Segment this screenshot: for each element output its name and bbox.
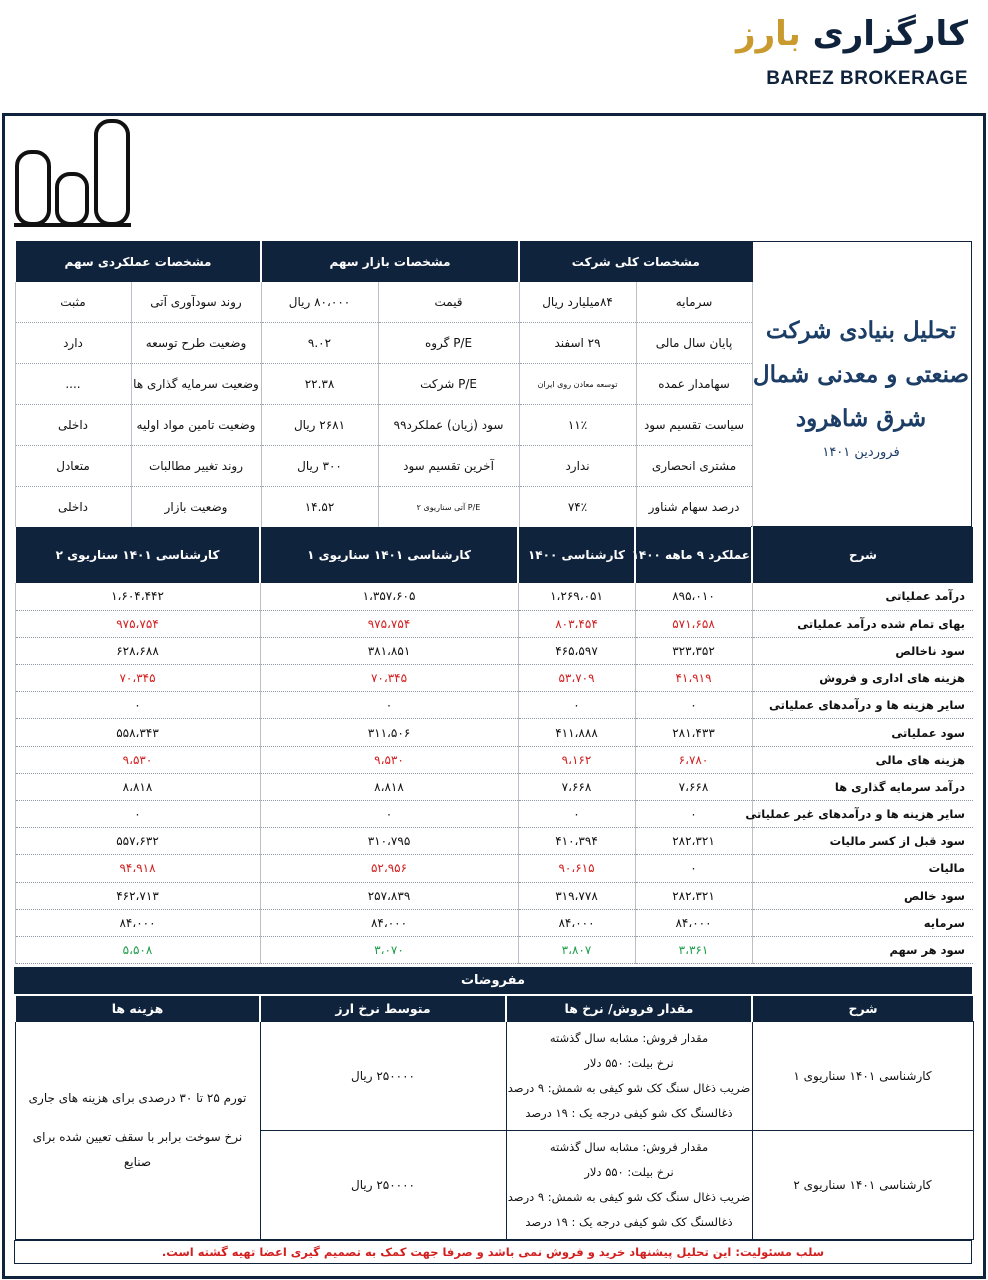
row-label: درآمد سرمایه گذاری ها: [752, 773, 973, 800]
sales-line: نرخ بیلت: ۵۵۰ دلار: [584, 1164, 674, 1179]
specs-row: [15, 282, 752, 323]
row-value: ۴۱۱،۸۸۸: [518, 719, 635, 746]
row-value: ۰: [518, 801, 635, 828]
row-value: ۲۸۲،۳۲۱: [635, 828, 752, 855]
report-title-box: [751, 241, 972, 527]
logo-main-text: کارگزاری: [812, 14, 968, 54]
sales-line: نرخ بیلت: ۵۵۰ دلار: [584, 1055, 674, 1070]
spec-label: P/E شرکت: [378, 364, 519, 405]
costs-cell: [15, 1021, 260, 1239]
spec-value: ۹.۰۲: [261, 323, 378, 364]
row-value: ۶۲۸،۶۸۸: [15, 637, 260, 664]
row-label: هزینه های مالی: [752, 746, 973, 773]
row-label: سود خالص: [752, 882, 973, 909]
row-label: سود قبل از کسر مالیات: [752, 828, 973, 855]
row-value: ۹۴،۹۱۸: [15, 855, 260, 882]
row-value: ۸۴،۰۰۰: [260, 909, 518, 936]
performance-row: [15, 719, 973, 746]
perf-header-scenario-1: کارشناسی ۱۴۰۱ سناریوی ۱: [260, 527, 518, 583]
row-value: ۹،۵۳۰: [260, 746, 518, 773]
performance-row: [15, 855, 973, 882]
assumptions-title: مفروضات: [14, 967, 972, 994]
performance-row: [15, 692, 973, 719]
assumptions-header-row: [15, 995, 973, 1021]
cost-line: نرخ سوخت برابر با سقف تعیین شده برای صنایع: [32, 1129, 243, 1169]
performance-row: [15, 909, 973, 936]
spec-value: ۷۴٪: [519, 487, 636, 528]
spec-label: سود (زیان) عملکرد۹۹: [378, 405, 519, 446]
assump-header-description: شرح: [752, 995, 973, 1021]
brand-logo-persian: [736, 14, 968, 54]
report-date: فروردین ۱۴۰۱: [822, 444, 900, 460]
performance-row: [15, 665, 973, 692]
spec-label: آخرین تقسیم سود: [378, 446, 519, 487]
spec-label: قیمت: [378, 282, 519, 323]
specs-header-market: مشخصات بازار سهم: [261, 242, 519, 282]
sales-line: ضریب ذغال سنگ کک شو کیفی به شمش: ۹ درصد: [507, 1080, 751, 1095]
row-value: ۳۱۱،۵۰۶: [260, 719, 518, 746]
spec-value: ....: [15, 364, 131, 405]
spec-label: وضعیت بازار: [131, 487, 261, 528]
row-value: ۵۷۱،۶۵۸: [635, 610, 752, 637]
spec-value: ۳۰۰ ریال: [261, 446, 378, 487]
spec-label: وضعیت تامین مواد اولیه: [131, 405, 261, 446]
spec-label: P/E آتی سناریوی ۲: [378, 487, 519, 528]
report-title-line-1: تحلیل بنیادی شرکت: [765, 316, 957, 344]
row-label: درآمد عملیاتی: [752, 583, 973, 610]
performance-row: [15, 882, 973, 909]
spec-label: وضعیت سرمایه گذاری ها: [131, 364, 261, 405]
row-value: ۲۸۲،۳۲۱: [635, 882, 752, 909]
row-value: ۰: [15, 692, 260, 719]
performance-row: [15, 637, 973, 664]
spec-value: ندارد: [519, 446, 636, 487]
spec-value: ۲۶۸۱ ریال: [261, 405, 378, 446]
row-value: ۴۶۵،۵۹۷: [518, 637, 635, 664]
spec-label: روند سودآوری آتی: [131, 282, 261, 323]
row-value: ۳،۳۶۱: [635, 936, 752, 963]
spec-value: دارد: [15, 323, 131, 364]
performance-row: [15, 610, 973, 637]
scenario-sales: [506, 1021, 752, 1130]
perf-header-scenario-2: کارشناسی ۱۴۰۱ سناریوی ۲: [15, 527, 260, 583]
scenario-label: کارشناسی ۱۴۰۱ سناریوی ۲: [752, 1130, 973, 1239]
row-value: ۳۱۰،۷۹۵: [260, 828, 518, 855]
spec-value: مثبت: [15, 282, 131, 323]
spec-value: توسعه معادن روی ایران: [519, 364, 636, 405]
specs-row: [15, 364, 752, 405]
spec-value: ۲۹ اسفند: [519, 323, 636, 364]
specs-row: [15, 323, 752, 364]
row-value: ۹۷۵،۷۵۴: [15, 610, 260, 637]
specs-row: [15, 405, 752, 446]
assumption-row-scenario-1: [15, 1021, 973, 1130]
row-value: ۷۰،۳۴۵: [15, 665, 260, 692]
performance-row: [15, 936, 973, 963]
sales-line: مقدار فروش: مشابه سال گذشته: [549, 1030, 709, 1045]
row-value: ۰: [635, 855, 752, 882]
specs-row: [15, 487, 752, 528]
row-value: ۲۵۷،۸۳۹: [260, 882, 518, 909]
row-label: بهای تمام شده درآمد عملیاتی: [752, 610, 973, 637]
sales-line: ضریب ذغال سنگ کک شو کیفی به شمش: ۹ درصد: [507, 1189, 751, 1204]
row-value: ۹۰،۶۱۵: [518, 855, 635, 882]
assumptions-table: [14, 994, 974, 1240]
spec-label: سیاست تقسیم سود: [636, 405, 752, 446]
row-label: سایر هزینه ها و درآمدهای عملیاتی: [752, 692, 973, 719]
row-value: ۸،۸۱۸: [260, 773, 518, 800]
row-value: ۵۲،۹۵۶: [260, 855, 518, 882]
row-value: ۰: [15, 801, 260, 828]
row-label: سود هر سهم: [752, 936, 973, 963]
spec-value: ۱۱٪: [519, 405, 636, 446]
disclaimer: سلب مسئولیت: این تحلیل پیشنهاد خرید و فروش نمی باشد و صرفا جهت کمک به تصمیم گیری اعضا تهیه گشته است.: [14, 1240, 972, 1264]
row-value: ۳،۸۰۷: [518, 936, 635, 963]
spec-label: P/E گروه: [378, 323, 519, 364]
row-value: ۸۴،۰۰۰: [635, 909, 752, 936]
performance-row: [15, 828, 973, 855]
performance-row: [15, 746, 973, 773]
row-value: ۴۱۰،۳۹۴: [518, 828, 635, 855]
spec-label: روند تغییر مطالبات: [131, 446, 261, 487]
spec-label: مشتری انحصاری: [636, 446, 752, 487]
row-value: ۰: [518, 692, 635, 719]
performance-table: [14, 527, 973, 964]
row-value: ۳۱۹،۷۷۸: [518, 882, 635, 909]
row-value: ۸۰۳،۴۵۴: [518, 610, 635, 637]
row-value: ۵۳،۷۰۹: [518, 665, 635, 692]
spec-label: سهامدار عمده: [636, 364, 752, 405]
scenario-fx-rate: ۲۵۰۰۰۰ ریال: [260, 1021, 506, 1130]
perf-header-description: شرح: [752, 527, 973, 583]
scenario-label: کارشناسی ۱۴۰۱ سناریوی ۱: [752, 1021, 973, 1130]
row-value: ۰: [260, 692, 518, 719]
scenario-fx-rate: ۲۵۰۰۰۰ ریال: [260, 1130, 506, 1239]
row-value: ۷،۶۶۸: [635, 773, 752, 800]
specs-header-row: [15, 242, 752, 282]
row-value: ۰: [635, 692, 752, 719]
row-label: سود ناخالص: [752, 637, 973, 664]
specs-header-performance: مشخصات عملکردی سهم: [15, 242, 261, 282]
sales-line: مقدار فروش: مشابه سال گذشته: [549, 1139, 709, 1154]
spec-label: درصد سهام شناور: [636, 487, 752, 528]
row-value: ۱،۳۵۷،۶۰۵: [260, 583, 518, 610]
row-label: سایر هزینه ها و درآمدهای غیر عملیاتی: [752, 801, 973, 828]
performance-row: [15, 583, 973, 610]
brand-logo-english: BAREZ BROKERAGE: [766, 68, 968, 89]
spec-value: ۱۴.۵۲: [261, 487, 378, 528]
row-value: ۸۴،۰۰۰: [15, 909, 260, 936]
row-value: ۲۸۱،۴۳۳: [635, 719, 752, 746]
cost-line: تورم ۲۵ تا ۳۰ درصدی برای هزینه های جاری: [28, 1090, 247, 1105]
row-value: ۹،۵۳۰: [15, 746, 260, 773]
row-value: ۹،۱۶۲: [518, 746, 635, 773]
spec-label: وضعیت طرح توسعه: [131, 323, 261, 364]
bar-chart-icon: [14, 118, 132, 228]
specs-header-company: مشخصات کلی شرکت: [519, 242, 752, 282]
row-value: ۸،۸۱۸: [15, 773, 260, 800]
row-value: ۱،۶۰۴،۴۴۲: [15, 583, 260, 610]
row-value: ۸۴،۰۰۰: [518, 909, 635, 936]
row-label: مالیات: [752, 855, 973, 882]
row-value: ۴۱،۹۱۹: [635, 665, 752, 692]
report-title-line-3: شرق شاهرود: [795, 404, 927, 432]
row-value: ۱،۲۶۹،۰۵۱: [518, 583, 635, 610]
perf-header-expert-1400: کارشناسی ۱۴۰۰: [518, 527, 635, 583]
row-value: ۸۹۵،۰۱۰: [635, 583, 752, 610]
spec-value: متعادل: [15, 446, 131, 487]
row-value: ۵۵۷،۶۳۲: [15, 828, 260, 855]
spec-value: داخلی: [15, 487, 131, 528]
row-value: ۳،۰۷۰: [260, 936, 518, 963]
specs-table: [14, 241, 753, 528]
row-value: ۴۶۲،۷۱۳: [15, 882, 260, 909]
row-value: ۹۷۵،۷۵۴: [260, 610, 518, 637]
spec-value: ۸۰،۰۰۰ ریال: [261, 282, 378, 323]
performance-row: [15, 801, 973, 828]
report-title-line-2: صنعتی و معدنی شمال: [752, 360, 970, 388]
row-value: ۰: [260, 801, 518, 828]
row-label: هزینه های اداری و فروش: [752, 665, 973, 692]
assump-header-sales: مقدار فروش/ نرخ ها: [506, 995, 752, 1021]
logo-accent-text: بارز: [736, 14, 801, 54]
row-value: ۳۸۱،۸۵۱: [260, 637, 518, 664]
perf-header-9month-1400: عملکرد ۹ ماهه ۱۴۰۰: [635, 527, 752, 583]
sales-line: ذغالسنگ کک شو کیفی درجه یک : ۱۹ درصد: [525, 1214, 733, 1229]
row-value: ۷۰،۳۴۵: [260, 665, 518, 692]
row-value: ۳۲۳،۳۵۲: [635, 637, 752, 664]
assump-header-costs: هزینه ها: [15, 995, 260, 1021]
row-label: سرمایه: [752, 909, 973, 936]
spec-value: داخلی: [15, 405, 131, 446]
row-value: ۵۵۸،۳۴۳: [15, 719, 260, 746]
row-value: ۶،۷۸۰: [635, 746, 752, 773]
performance-header-row: [15, 527, 973, 583]
spec-value: ۸۴میلیارد ریال: [519, 282, 636, 323]
row-value: ۰: [635, 801, 752, 828]
row-value: ۷،۶۶۸: [518, 773, 635, 800]
performance-row: [15, 773, 973, 800]
row-label: سود عملیاتی: [752, 719, 973, 746]
assump-header-fx: متوسط نرخ ارز: [260, 995, 506, 1021]
specs-row: [15, 446, 752, 487]
spec-label: پایان سال مالی: [636, 323, 752, 364]
scenario-sales: [506, 1130, 752, 1239]
spec-value: ۲۲.۳۸: [261, 364, 378, 405]
sales-line: ذغالسنگ کک شو کیفی درجه یک : ۱۹ درصد: [525, 1105, 733, 1120]
spec-label: سرمایه: [636, 282, 752, 323]
row-value: ۵،۵۰۸: [15, 936, 260, 963]
